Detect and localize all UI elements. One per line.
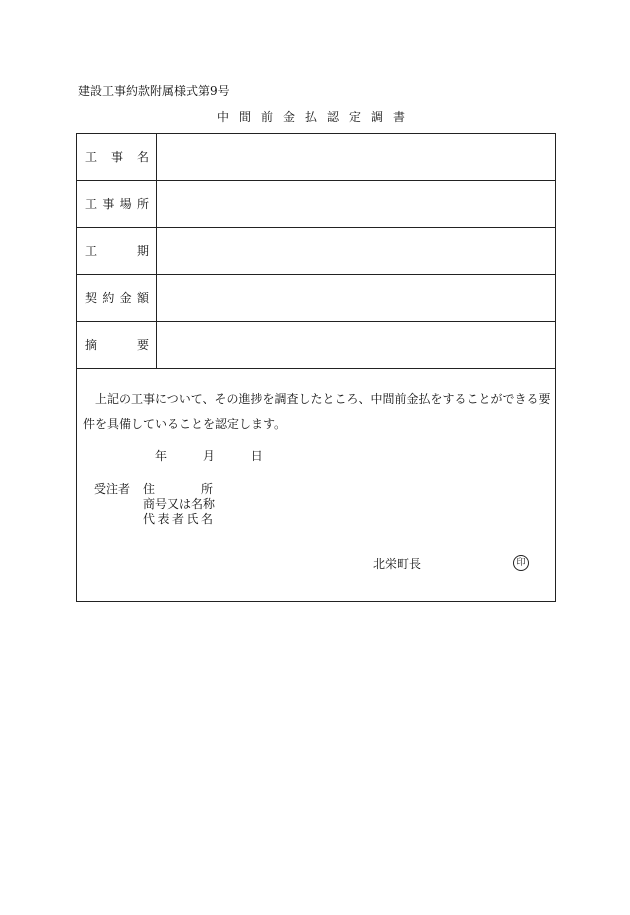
row-label-contract-amount: 契約金額 [85,291,149,305]
row-divider [156,322,157,368]
row-construction-name [77,134,555,181]
date-day-label: 日 [250,449,263,463]
row-divider [156,228,157,274]
certification-section [77,369,555,601]
remarks-field[interactable] [161,322,549,368]
row-remarks [77,322,555,369]
date-year-label: 年 [155,449,168,463]
construction-period-field[interactable] [161,228,549,274]
representative-label: 代表者氏名 [143,512,213,526]
issuer-name: 北栄町長 [373,557,422,571]
seal-mark: 印 [513,555,529,571]
contract-amount-field[interactable] [161,275,549,321]
contractor-fields [143,482,216,527]
row-divider [156,275,157,321]
row-construction-site [77,181,555,228]
company-name-label: 商号又は名称 [143,497,216,511]
construction-name-field[interactable] [161,134,549,180]
row-contract-amount [77,275,555,322]
date-month-label: 月 [202,449,215,463]
row-label-remarks: 摘要 [85,338,149,352]
row-divider [156,181,157,227]
form-number: 建設工事約款附属様式第9号 [78,84,230,98]
certification-form [76,133,556,602]
row-label-construction-period: 工期 [85,244,149,258]
row-divider [156,134,157,180]
row-label-construction-name: 工事名 [85,150,149,164]
row-construction-period [77,228,555,275]
document-title: 中間前金払認定調書 [216,110,415,124]
address-label: 住所 [143,482,213,496]
certification-statement: 上記の工事について、その進捗を調査したところ、中間前金払をすることができる要件を具備していることを認定します。 [83,392,551,431]
construction-site-field[interactable] [161,181,549,227]
date-line [155,449,263,463]
contractor-label: 受注者 [94,482,131,496]
row-label-construction-site: 工事場所 [85,197,149,211]
